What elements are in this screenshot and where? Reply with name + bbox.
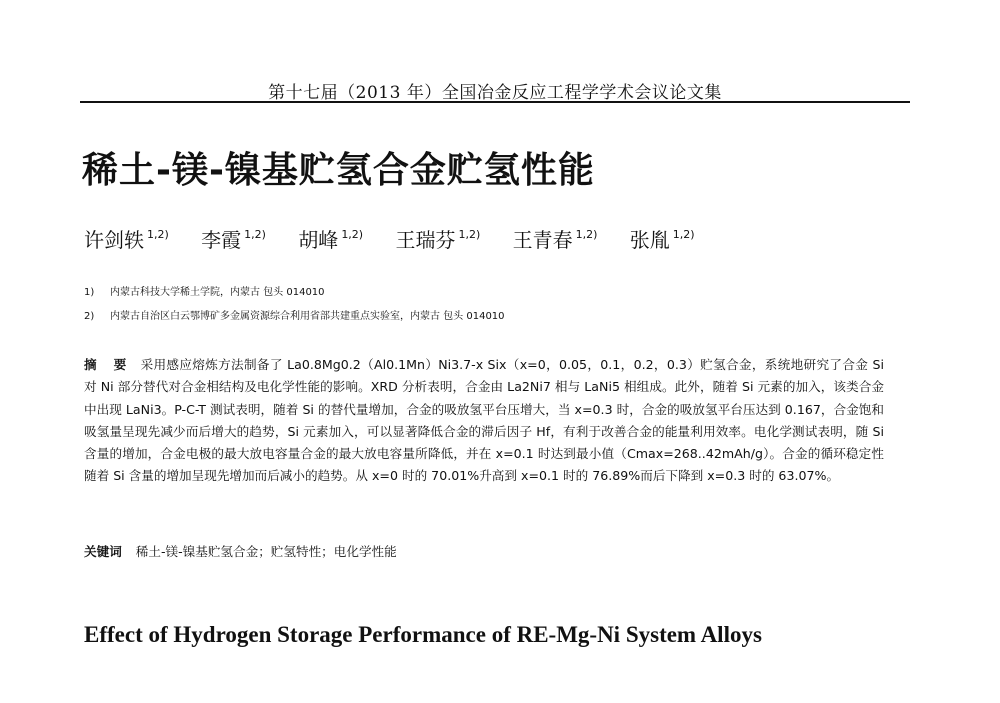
author	[201, 224, 266, 253]
paper-title-cn: 稀土-镁-镍基贮氢合金贮氢性能	[82, 150, 595, 191]
author-name: 张胤	[629, 228, 670, 252]
affiliation-number: 2)	[84, 311, 95, 322]
author	[298, 224, 363, 253]
author-affiliation-mark: 1,2)	[147, 228, 169, 241]
affiliation-1	[84, 283, 325, 298]
author-affiliation-mark: 1,2)	[672, 228, 695, 241]
abstract-label: 摘 要	[84, 357, 133, 372]
affiliation-text: 内蒙古自治区白云鄂博矿多金属资源综合利用省部共建重点实验室，内蒙古 包头 014010	[110, 311, 505, 322]
keywords	[84, 541, 397, 560]
header-rule	[80, 101, 910, 103]
author-list	[84, 224, 721, 253]
author-affiliation-mark: 1,2)	[244, 228, 266, 241]
author	[395, 224, 480, 253]
author-affiliation-mark: 1,2)	[341, 228, 364, 241]
author-name: 胡峰	[298, 228, 339, 252]
affiliation-number: 1)	[84, 287, 95, 298]
keywords-label: 关键词	[84, 544, 122, 559]
author-name: 许剑轶	[84, 228, 144, 252]
author-affiliation-mark: 1,2)	[575, 228, 598, 241]
abstract	[84, 354, 884, 488]
keywords-text: 稀土-镁-镍基贮氢合金；贮氢特性；电化学性能	[135, 544, 397, 559]
paper-title-en: Effect of Hydrogen Storage Performance of RE-Mg-Ni System Alloys	[84, 622, 762, 647]
author-affiliation-mark: 1,2)	[458, 228, 481, 241]
abstract-text: 采用感应熔炼方法制备了 La0.8Mg0.2（Al0.1Mn）Ni3.7-x Six（x=0，0.05，0.1，0.2，0.3）贮氢合金，系统地研究了合金 Si 对 Ni 部分替代对合金相结构及电化学性能的影响。XRD 分析表明，合金由 La2Ni7 相与 LaNi5 相组成。此外，随着 Si 元素的加入，该类合金中出现 LaNi3。P-C-T 测试表明，随着 Si 的替代量增加，合金的吸放氢平台压增大，当 x=0.3 时，合金的吸放氢平台压达到 0.167，合金饱和吸氢量呈现先减少而后增大的趋势，Si 元素加入，可以显著降低合金的滞后因子 Hf，有利于改善合金的能量利用效率。电化学测试表明，随 Si 含量的增加，合金电极的最大放电容量合金的最大放电容量所降低，并在 x=0.1 时达到最小值（Cmax=268..42mAh/g）。合金的循环稳定性随着 Si 含量的增加呈现先增加而后减小的趋势。从 x=0 时的 70.01%升高到 x=0.1 时的 76.89%而后下降到 x=0.3 时的 63.07%。	[84, 357, 884, 484]
author	[84, 224, 169, 253]
author	[630, 224, 695, 253]
author-name: 王青春	[512, 228, 573, 252]
proceedings-header: 第十七届（2013 年）全国冶金反应工程学学术会议论文集	[268, 83, 722, 103]
affiliation-2	[84, 307, 505, 322]
author-name: 王瑞芬	[395, 228, 456, 252]
affiliation-text: 内蒙古科技大学稀土学院，内蒙古 包头 014010	[110, 287, 325, 298]
author	[513, 224, 598, 253]
author-name: 李霞	[201, 228, 242, 252]
